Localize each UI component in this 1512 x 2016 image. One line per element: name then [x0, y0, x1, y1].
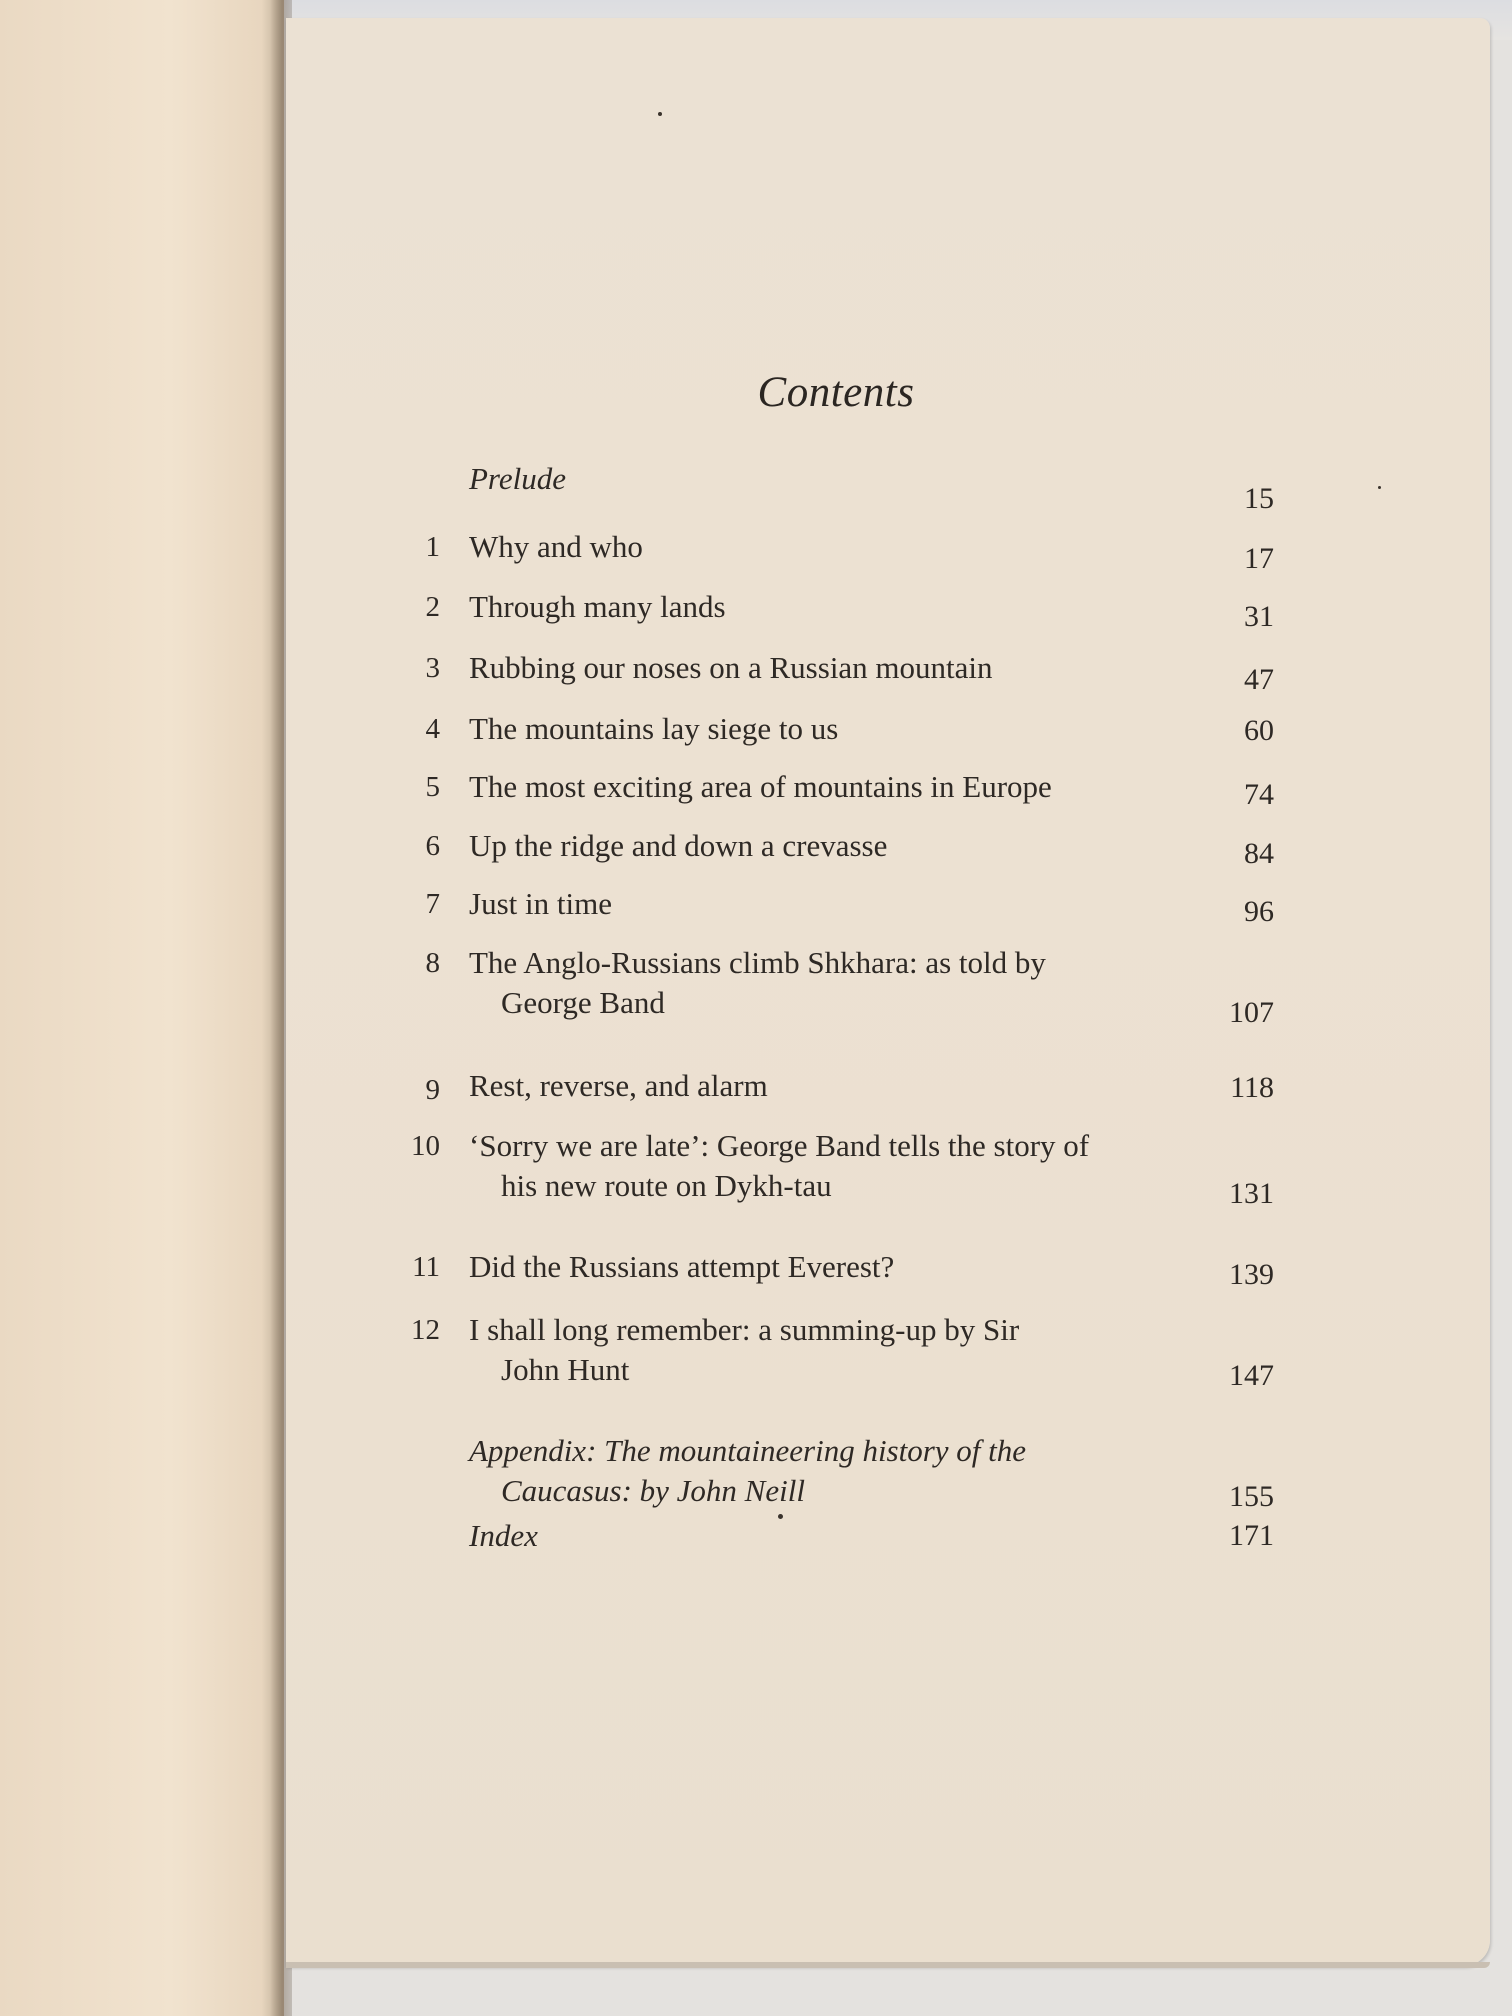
- page-number: 96: [1244, 895, 1274, 928]
- page-number: 139: [1229, 1258, 1274, 1291]
- chapter-title: Why and who: [469, 529, 643, 564]
- page-edge: [286, 1962, 1490, 1968]
- page-number: 60: [1244, 714, 1274, 747]
- page-number: 107: [1229, 996, 1274, 1029]
- chapter-title-line: Appendix: The mountaineering history of the: [469, 1433, 1027, 1468]
- chapter-title: Rubbing our noses on a Russian mountain: [469, 650, 993, 685]
- page-number: 147: [1229, 1359, 1274, 1392]
- chapter-title-line: I shall long remember: a summing-up by Sir: [469, 1312, 1020, 1347]
- chapter-title-line: The Anglo-Russians climb Shkhara: as told by: [469, 945, 1046, 980]
- chapter-number: 11: [412, 1251, 440, 1283]
- chapter-number: 2: [425, 591, 440, 623]
- chapter-title: Through many lands: [469, 589, 726, 624]
- chapter-number: 10: [411, 1130, 440, 1162]
- page-number: 17: [1244, 542, 1274, 575]
- chapter-title: [469, 1126, 1187, 1206]
- page-number: 74: [1244, 778, 1274, 811]
- chapter-title-line: John Hunt: [501, 1352, 630, 1387]
- chapter-number: 4: [425, 713, 440, 745]
- left-page: [0, 0, 284, 2016]
- chapter-title: Did the Russians attempt Everest?: [469, 1249, 895, 1284]
- chapter-number: 9: [425, 1074, 440, 1106]
- page-number: 47: [1244, 663, 1274, 696]
- chapter-title-line: George Band: [501, 985, 665, 1020]
- ink-speck: [1378, 486, 1381, 489]
- chapter-number: 12: [411, 1314, 440, 1346]
- page-number: 155: [1229, 1480, 1274, 1513]
- page-number: 171: [1229, 1519, 1274, 1552]
- chapter-number: 7: [425, 888, 440, 920]
- page-number: 31: [1244, 600, 1274, 633]
- chapter-number: 1: [425, 531, 440, 563]
- chapter-title: Index: [469, 1518, 538, 1553]
- chapter-title: Rest, reverse, and alarm: [469, 1068, 768, 1103]
- page-number: 84: [1244, 837, 1274, 870]
- chapter-title: The mountains lay siege to us: [469, 711, 839, 746]
- chapter-title: [469, 1310, 1187, 1390]
- chapter-title: [469, 1431, 1187, 1511]
- chapter-number: 3: [425, 652, 440, 684]
- ink-speck: [658, 112, 662, 116]
- chapter-number: 8: [425, 947, 440, 979]
- chapter-title: Up the ridge and down a crevasse: [469, 828, 888, 863]
- chapter-title-line: Caucasus: by John Neill: [501, 1473, 805, 1508]
- chapter-title: Just in time: [469, 886, 612, 921]
- chapter-title-line: his new route on Dykh-tau: [501, 1168, 832, 1203]
- page-number: 131: [1229, 1177, 1274, 1210]
- chapter-title: [469, 943, 1187, 1023]
- chapter-title: The most exciting area of mountains in Europe: [469, 769, 1052, 804]
- chapter-title-line: ‘Sorry we are late’: George Band tells the story of: [469, 1128, 1090, 1163]
- contents-heading: Contents: [757, 369, 915, 416]
- chapter-title: Prelude: [469, 461, 566, 496]
- page-number: 15: [1244, 482, 1274, 515]
- chapter-number: 6: [425, 830, 440, 862]
- page-number: 118: [1230, 1071, 1274, 1104]
- chapter-number: 5: [425, 771, 440, 803]
